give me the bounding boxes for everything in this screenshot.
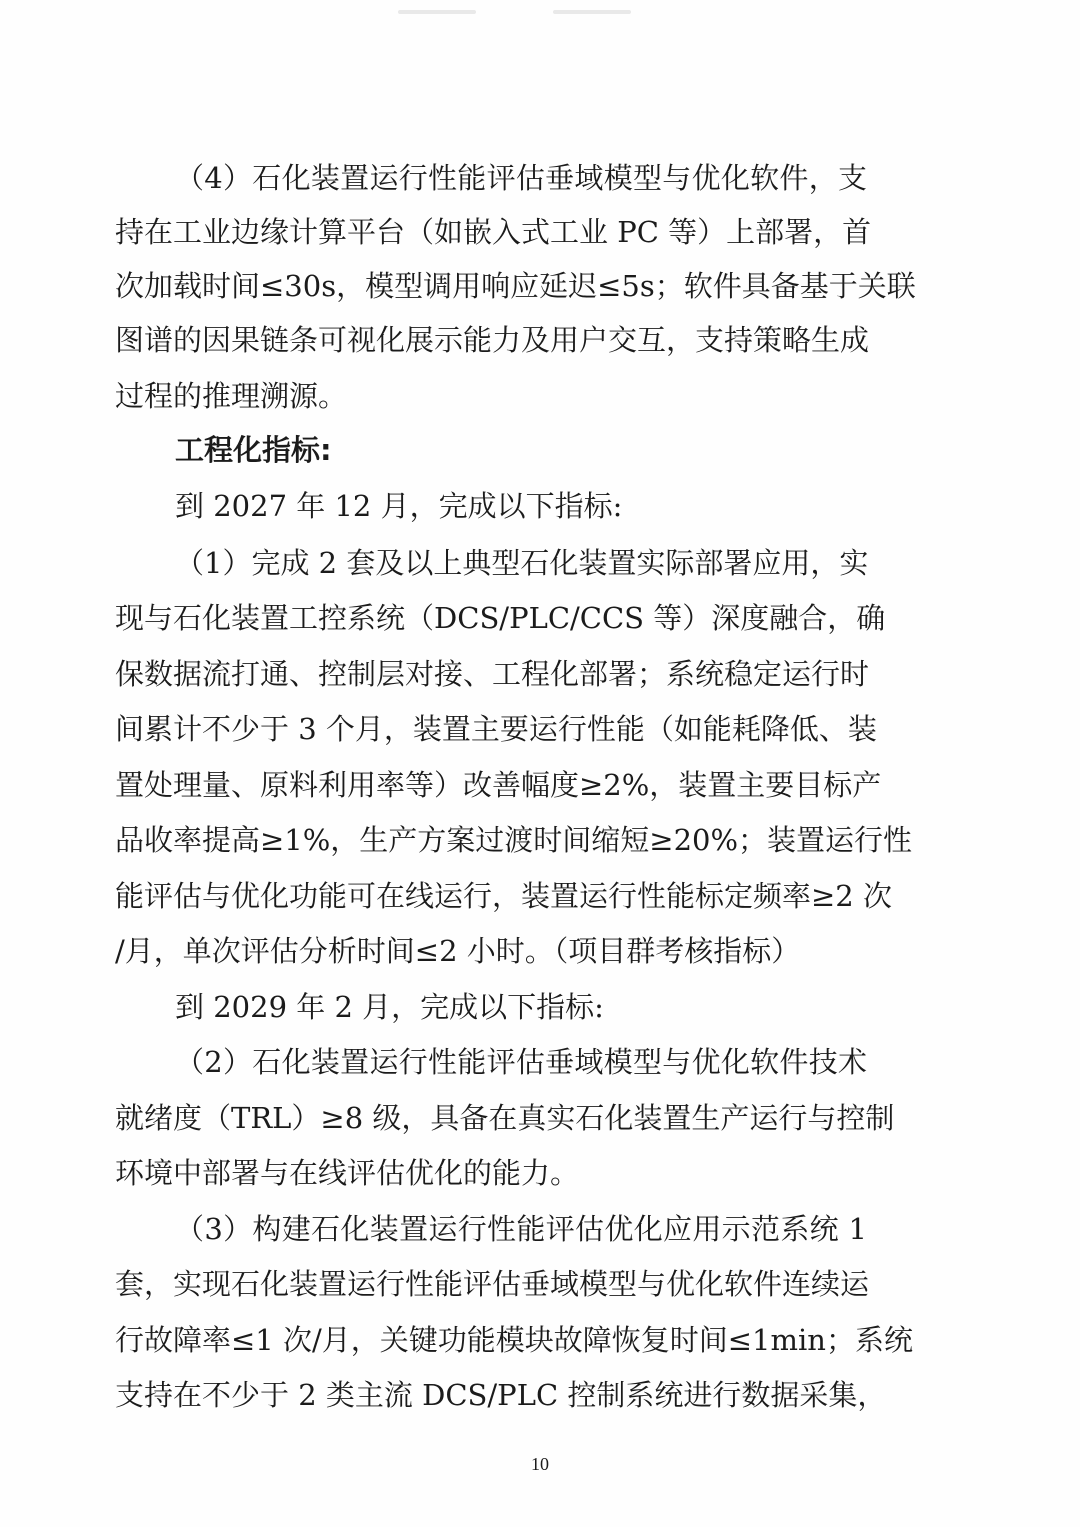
page-number: 10 [531,1454,549,1474]
paragraph-4-line-1: （4）石化装置运行性能评估垂域模型与优化软件，支 [175,161,867,195]
paragraph-2-line-2: 就绪度（TRL）≥8 级，具备在真实石化装置生产运行与控制 [115,1101,895,1135]
section-heading: 工程化指标: [175,433,332,467]
paragraph-4-line-4: 图谱的因果链条可视化展示能力及用户交互，支持策略生成 [115,323,870,357]
paragraph-3-line-3: 行故障率≤1 次/月，关键功能模块故障恢复时间≤1min；系统 [115,1323,913,1357]
paragraph-1-line-8: /月，单次评估分析时间≤2 小时。（项目群考核指标） [115,934,801,968]
paragraph-1-line-4: 间累计不少于 3 个月，装置主要运行性能（如能耗降低、装 [115,712,877,746]
paragraph-4-line-2: 持在工业边缘计算平台（如嵌入式工业 PC 等）上部署，首 [115,215,872,249]
paragraph-1-line-7: 能评估与优化功能可在线运行，装置运行性能标定频率≥2 次 [115,879,892,913]
intro-2027: 到 2027 年 12 月，完成以下指标: [175,489,623,523]
paragraph-1-line-5: 置处理量、原料利用率等）改善幅度≥2%，装置主要目标产 [115,768,882,802]
intro-2029: 到 2029 年 2 月，完成以下指标: [175,990,604,1024]
paragraph-2-line-3: 环境中部署与在线评估优化的能力。 [115,1156,580,1190]
paragraph-4-line-5: 过程的推理溯源。 [115,379,348,413]
paragraph-3-line-1: （3）构建石化装置运行性能评估优化应用示范系统 1 [175,1212,867,1246]
paragraph-1-line-2: 现与石化装置工控系统（DCS/PLC/CCS 等）深度融合，确 [115,601,886,635]
paragraph-3-line-4: 支持在不少于 2 类主流 DCS/PLC 控制系统进行数据采集， [115,1378,887,1412]
paragraph-1-line-6: 品收率提高≥1%，生产方案过渡时间缩短≥20%；装置运行性 [115,823,913,857]
paragraph-2-line-1: （2）石化装置运行性能评估垂域模型与优化软件技术 [175,1045,867,1079]
paragraph-1-line-3: 保数据流打通、控制层对接、工程化部署；系统稳定运行时 [115,657,870,691]
scan-artifact [553,10,631,14]
paragraph-1-line-1: （1）完成 2 套及以上典型石化装置实际部署应用，实 [175,546,869,580]
paragraph-4-line-3: 次加载时间≤30s，模型调用响应延迟≤5s；软件具备基于关联 [115,269,916,303]
scan-artifact [398,10,476,14]
paragraph-3-line-2: 套，实现石化装置运行性能评估垂域模型与优化软件连续运 [115,1267,870,1301]
